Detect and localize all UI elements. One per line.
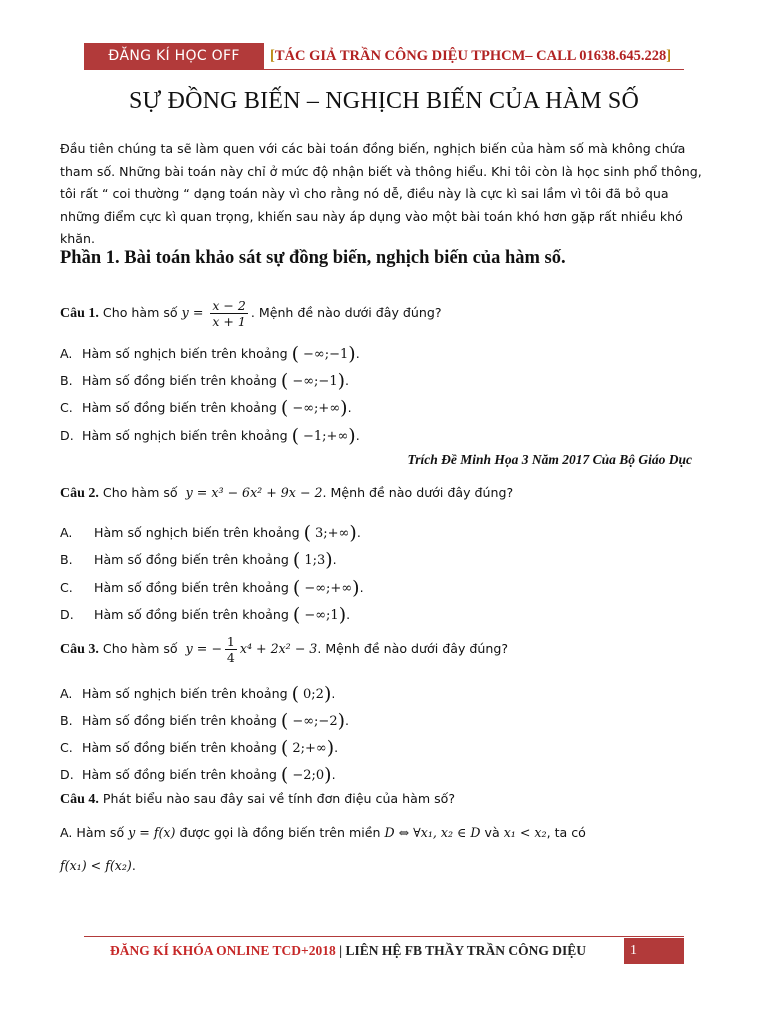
question-1-denominator: x + 1 <box>212 314 246 329</box>
q3-option-c[interactable]: C. Hàm số đồng biến trên khoảng ( 2;+∞). <box>60 737 339 759</box>
q4-option-a[interactable] <box>60 825 586 840</box>
footer-divider <box>84 936 684 937</box>
q1-option-c-end: . <box>347 400 352 415</box>
footer-text <box>110 940 586 962</box>
q3-option-a-text: Hàm số nghịch biến trên khoảng <box>82 686 288 701</box>
question-3-numerator: 1 <box>226 634 235 649</box>
q1-option-b-letter: B. <box>60 373 73 388</box>
question-2-prompt: Cho hàm số <box>102 485 178 500</box>
q1-option-d-letter: D. <box>60 428 74 443</box>
q2-option-b-letter: B. <box>60 552 73 567</box>
q2-option-c-interval: −∞;+∞ <box>304 581 353 596</box>
question-1-fraction <box>210 298 247 329</box>
q1-option-d-text: Hàm số nghịch biến trên khoảng <box>82 428 288 443</box>
q2-option-b-interval: 1;3 <box>304 553 326 568</box>
q2-option-b-text: Hàm số đồng biến trên khoảng <box>94 552 289 567</box>
q4-option-a-end: . <box>131 858 136 873</box>
author-info: [TÁC GIẢ TRẦN CÔNG DIỆU TPHCM– CALL 01638.645.228] <box>270 48 672 64</box>
question-2-label: Câu 2. <box>60 486 99 501</box>
q4-option-a-text-1: Hàm số <box>76 825 125 840</box>
question-1-suffix: . Mệnh đề nào dưới đây đúng? <box>250 305 442 320</box>
q1-option-a-text: Hàm số nghịch biến trên khoảng <box>82 346 288 361</box>
q4-option-a-condition: D ⇔ ∀x₁, x₂ ∈ D <box>384 825 481 840</box>
page-title: SỰ ĐỒNG BIẾN – NGHỊCH BIẾN CỦA HÀM SỐ <box>128 88 640 114</box>
q1-option-d-end: . <box>355 428 360 443</box>
question-1-source: Trích Đề Minh Họa 3 Năm 2017 Của Bộ Giáo Dục <box>407 452 692 467</box>
q3-option-d[interactable]: D. Hàm số đồng biến trên khoảng ( −2;0). <box>60 764 336 786</box>
intro-paragraph: Đầu tiên chúng ta sẽ làm quen với các bài toán đồng biến, nghịch biến của hàm số mà không chứa tham số. Những bài toán này chỉ ở mức độ nhận biết và thông hiểu. Khi tôi còn là học sinh phổ thông, tôi rất “ coi thường “ dạng toán này vì cho rằng nó dễ, điều này là cực kì sai lầm vì tôi đã bỏ qua những điểm cực kì quan trọng, khiến sau này áp dụng vào một bài toán khó hơn gặp rất nhiều khó khăn. <box>60 141 702 246</box>
question-1-y: y <box>181 305 189 320</box>
register-offline-banner: ĐĂNG KÍ HỌC OFF <box>84 43 264 69</box>
question-2-formula: y = x³ − 6x² + 9x − 2 <box>185 485 323 500</box>
q2-option-c-letter: C. <box>60 580 73 595</box>
q2-option-c-text: Hàm số đồng biến trên khoảng <box>94 580 289 595</box>
q3-option-c-letter: C. <box>60 740 73 755</box>
q4-option-a-text-2: được gọi là đồng biến trên miền <box>179 825 381 840</box>
q3-option-a-interval: 0;2 <box>303 687 324 702</box>
question-1-label: Câu 1. <box>60 306 99 321</box>
header-divider <box>84 69 684 70</box>
question-3-fraction <box>225 634 237 665</box>
q1-option-b[interactable]: B. Hàm số đồng biến trên khoảng ( −∞;−1). <box>60 370 350 392</box>
question-2 <box>60 485 513 502</box>
question-3-prompt: Cho hàm số <box>102 641 178 656</box>
q3-option-d-interval: −2;0 <box>292 768 325 783</box>
question-3-label: Câu 3. <box>60 642 99 657</box>
question-4-prompt: Phát biểu nào sau đây sai về tính đơn điệu của hàm số? <box>102 791 456 806</box>
q2-option-c[interactable]: C. Hàm số đồng biến trên khoảng ( −∞;+∞). <box>60 577 364 599</box>
q4-option-a-text-3: và <box>484 825 500 840</box>
q2-option-b[interactable]: B. Hàm số đồng biến trên khoảng ( 1;3). <box>60 549 337 571</box>
q1-option-b-text: Hàm số đồng biến trên khoảng <box>82 373 277 388</box>
q1-option-a-interval: −∞;−1 <box>303 347 349 362</box>
question-3-lhs: y = − <box>185 641 222 656</box>
q3-option-d-end: . <box>331 767 336 782</box>
q1-option-d[interactable]: D. Hàm số nghịch biến trên khoảng ( −1;+∞). <box>60 425 360 447</box>
q1-option-d-interval: −1;+∞ <box>303 429 349 444</box>
q2-option-c-end: . <box>359 580 364 595</box>
q3-option-a-end: . <box>331 686 336 701</box>
q3-option-b-end: . <box>345 713 350 728</box>
q2-option-a-text: Hàm số nghịch biến trên khoảng <box>94 525 300 540</box>
q2-option-d-end: . <box>346 607 351 622</box>
q4-option-a-continued <box>60 858 136 873</box>
question-1-eq: = <box>192 305 204 320</box>
question-4 <box>60 791 455 808</box>
q1-option-a[interactable]: A. Hàm số nghịch biến trên khoảng ( −∞;−1). <box>60 343 360 365</box>
q1-option-a-end: . <box>355 346 360 361</box>
q3-option-b[interactable]: B. Hàm số đồng biến trên khoảng ( −∞;−2). <box>60 710 350 732</box>
q1-option-c-letter: C. <box>60 400 73 415</box>
question-1-prompt: Cho hàm số <box>102 305 178 320</box>
q1-option-b-interval: −∞;−1 <box>292 374 338 389</box>
q4-option-a-inequality-1: x₁ < x₂ <box>503 825 547 840</box>
q3-option-a[interactable]: A. Hàm số nghịch biến trên khoảng ( 0;2). <box>60 683 336 705</box>
footer-separator: | <box>339 943 343 958</box>
question-3-rest: x⁴ + 2x² − 3 <box>239 641 318 656</box>
q2-option-a[interactable]: A. Hàm số nghịch biến trên khoảng ( 3;+∞). <box>60 522 361 544</box>
q1-option-b-end: . <box>345 373 350 388</box>
author-info-text: TÁC GIẢ TRẦN CÔNG DIỆU TPHCM– CALL 01638.645.228 <box>274 48 667 64</box>
question-4-label: Câu 4. <box>60 792 99 807</box>
question-2-suffix: . Mệnh đề nào dưới đây đúng? <box>322 485 514 500</box>
page-number-box <box>624 938 684 964</box>
q4-option-a-function: y = f(x) <box>128 825 176 840</box>
q1-option-c-text: Hàm số đồng biến trên khoảng <box>82 400 277 415</box>
q2-option-d-interval: −∞;1 <box>304 608 339 623</box>
q4-option-a-text-4: , ta có <box>546 825 586 840</box>
question-1-numerator: x − 2 <box>212 298 246 313</box>
q3-option-c-end: . <box>334 740 339 755</box>
q3-option-a-letter: A. <box>60 686 73 701</box>
q3-option-c-text: Hàm số đồng biến trên khoảng <box>82 740 277 755</box>
q2-option-a-end: . <box>356 525 361 540</box>
footer-contact: LIÊN HỆ FB THẦY TRẦN CÔNG DIỆU <box>345 943 587 958</box>
footer-register-online: ĐĂNG KÍ KHÓA ONLINE TCD+2018 <box>110 943 336 958</box>
q2-option-b-end: . <box>332 552 337 567</box>
q3-option-b-text: Hàm số đồng biến trên khoảng <box>82 713 277 728</box>
q3-option-d-text: Hàm số đồng biến trên khoảng <box>82 767 277 782</box>
question-3-denominator: 4 <box>226 650 235 665</box>
q3-option-b-interval: −∞;−2 <box>292 714 338 729</box>
q2-option-d-letter: D. <box>60 607 74 622</box>
question-3 <box>60 634 508 665</box>
question-3-suffix: . Mệnh đề nào dưới đây đúng? <box>317 641 509 656</box>
part-heading: Phần 1. Bài toán khảo sát sự đồng biến, nghịch biến của hàm số. <box>60 248 566 268</box>
q3-option-b-letter: B. <box>60 713 73 728</box>
q1-option-c[interactable]: C. Hàm số đồng biến trên khoảng ( −∞;+∞). <box>60 397 352 419</box>
q2-option-d-text: Hàm số đồng biến trên khoảng <box>94 607 289 622</box>
question-1 <box>60 298 442 329</box>
q3-option-d-letter: D. <box>60 767 74 782</box>
q2-option-a-interval: 3;+∞ <box>315 526 350 541</box>
q2-option-d[interactable]: D. Hàm số đồng biến trên khoảng ( −∞;1). <box>60 604 351 626</box>
q2-option-a-letter: A. <box>60 525 73 540</box>
q3-option-c-interval: 2;+∞ <box>292 741 327 756</box>
q1-option-a-letter: A. <box>60 346 73 361</box>
page-number: 1 <box>630 943 637 958</box>
q4-option-a-inequality-2: f(x₁) < f(x₂) <box>60 858 132 873</box>
q1-option-c-interval: −∞;+∞ <box>292 401 341 416</box>
q4-option-a-letter: A. <box>60 825 73 840</box>
